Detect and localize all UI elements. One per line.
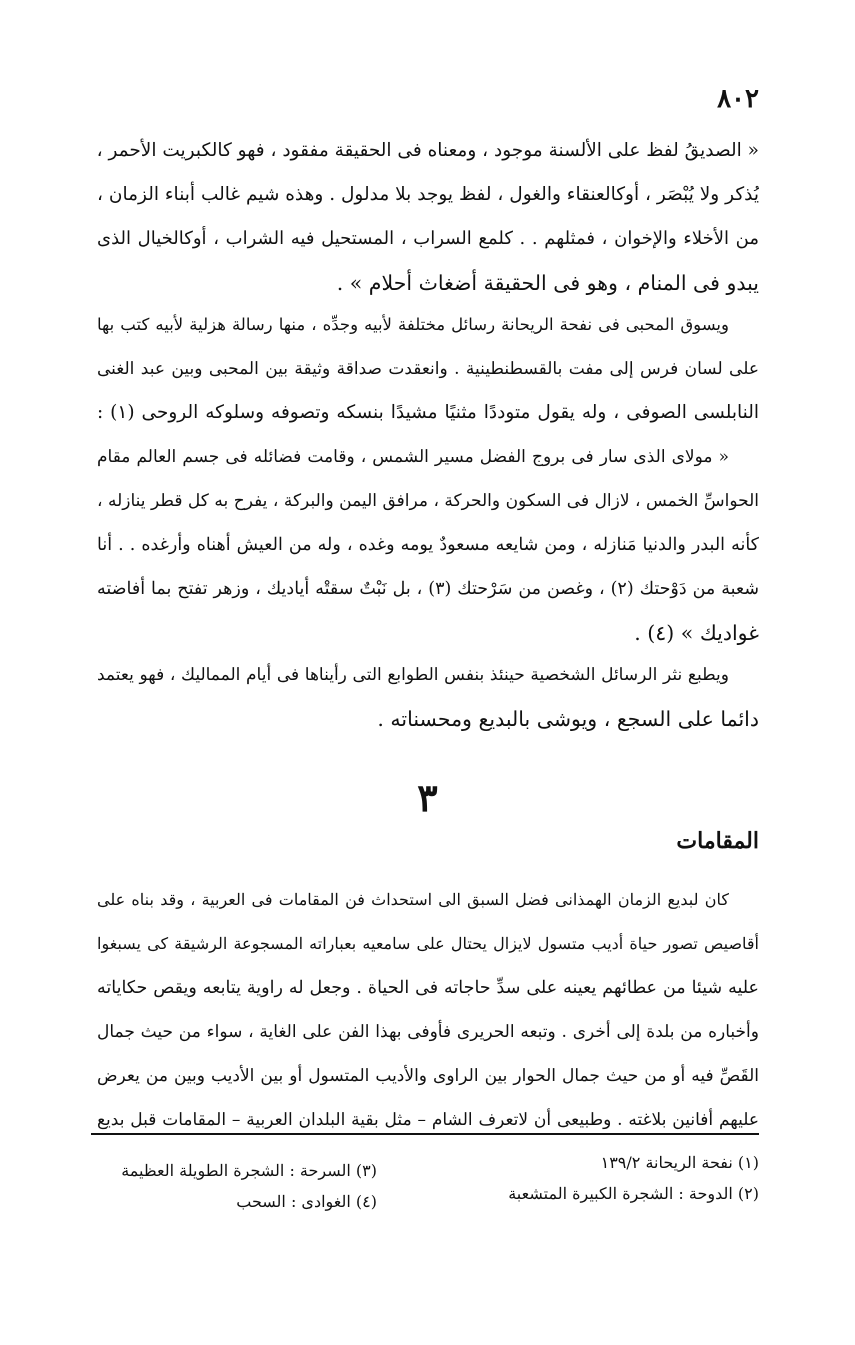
paragraph-line: وأخباره من بلدة إلى أخرى . وتبعه الحريرى فأوفى بهذا الفن على الغاية ، سواء من حيث جمال: [97, 1022, 759, 1042]
paragraph-line: القَصِّ فيه أو من حيث جمال الحوار بين الراوى والأديب المتسول أو بين الأديب وبين من يعرض: [97, 1066, 759, 1086]
paragraph-line: يبدو فى المنام ، وهو فى الحقيقة أضغاث أحلام » .: [336, 271, 759, 295]
section-title: المقامات: [676, 828, 759, 854]
footnote-divider: [91, 1133, 759, 1135]
paragraph-line: من الأخلاء والإخوان ، فمثلهم . . كلمع السراب ، المستحيل فيه الشراب ، أوكالخيال الذى: [97, 228, 759, 249]
paragraph-line: الحواسِّ الخمس ، لازال فى السكون والحركة ، مرافق اليمن والبركة ، يفرح به كل قطر ينازله ،: [97, 491, 759, 511]
footnote-1: (١) نفحة الريحانة ١٣٩/٢: [600, 1153, 759, 1172]
paragraph-line: دائما على السجع ، ويوشى بالبديع ومحسناته .: [377, 707, 759, 731]
paragraph-line: غواديك » (٤) .: [634, 621, 759, 645]
footnote-3: (٣) السرحة : الشجرة الطويلة العظيمة: [121, 1161, 377, 1180]
paragraph-line: ويسوق المحبى فى نفحة الريحانة رسائل مختلفة لأبيه وجدِّه ، منها رسالة هزلية لأبيه كتب بها: [97, 315, 729, 334]
paragraph-line: « مولاى الذى سار فى بروج الفضل مسير الشمس ، وقامت فضائله فى جسم العالم مقام: [97, 447, 729, 467]
paragraph-line: كان لبديع الزمان الهمذانى فضل السبق الى استحداث فن المقامات فى العربية ، وقد بناه على: [97, 890, 729, 909]
paragraph-line: عليهم أفانين بلاغته . وطبيعى أن لاتعرف الشام – مثل بقية البلدان العربية – المقامات قبل بديع: [97, 1110, 759, 1130]
paragraph-line: عليه شيئا من عطائهم يعينه على سدِّ حاجاته فى الحياة . وجعل له راوية يتابعه ويقص حكاياته: [97, 978, 759, 998]
page-number: ٨٠٢: [717, 84, 759, 114]
paragraph-line: ويطبع نثر الرسائل الشخصية حينئذ بنفس الطوابع التى رأيناها فى أيام المماليك ، فهو يعتمد: [97, 665, 729, 685]
paragraph-line: أقاصيص تصور حياة أديب متسول لايزال يحتال على سامعيه بعباراته المسجوعة الرشيقة كى يسبغوا: [97, 934, 759, 953]
section-number: ٣: [417, 775, 438, 820]
footnote-4: (٤) الغوادى : السحب: [236, 1192, 377, 1211]
paragraph-line: كأنه البدر والدنيا مَنازله ، ومن شايعه مسعودٌ يومه وغده ، وله من العيش أهناه وأرغده . . أنا: [97, 535, 759, 555]
paragraph-line: شعبة من دَوْحتك (٢) ، وغصن من سَرْحتك (٣) ، بل نَبْتٌ سقتْه أياديك ، وزهر تفتح بما أفاضته: [97, 579, 759, 599]
footnote-2: (٢) الدوحة : الشجرة الكبيرة المتشعبة: [508, 1184, 759, 1203]
paragraph-line: « الصديقُ لفظ على الألسنة موجود ، ومعناه فى الحقيقة مفقود ، فهو كالكبريت الأحمر ،: [97, 140, 759, 161]
paragraph-line: النابلسى الصوفى ، وله يقول متوددًا مثنيًا مشيدًا بنسكه وتصوفه وسلوكه الروحى (١) :: [97, 402, 759, 423]
paragraph-line: على لسان فرس إلى مفت بالقسطنطينية . وانعقدت صداقة وثيقة بين المحبى وبين عبد الغنى: [97, 359, 759, 379]
paragraph-line: يُذكر ولا يُبْصَر ، أوكالعنقاء والغول ، لفظ يوجد بلا مدلول . وهذه شيم غالب أبناء الزمان ،: [97, 184, 759, 205]
